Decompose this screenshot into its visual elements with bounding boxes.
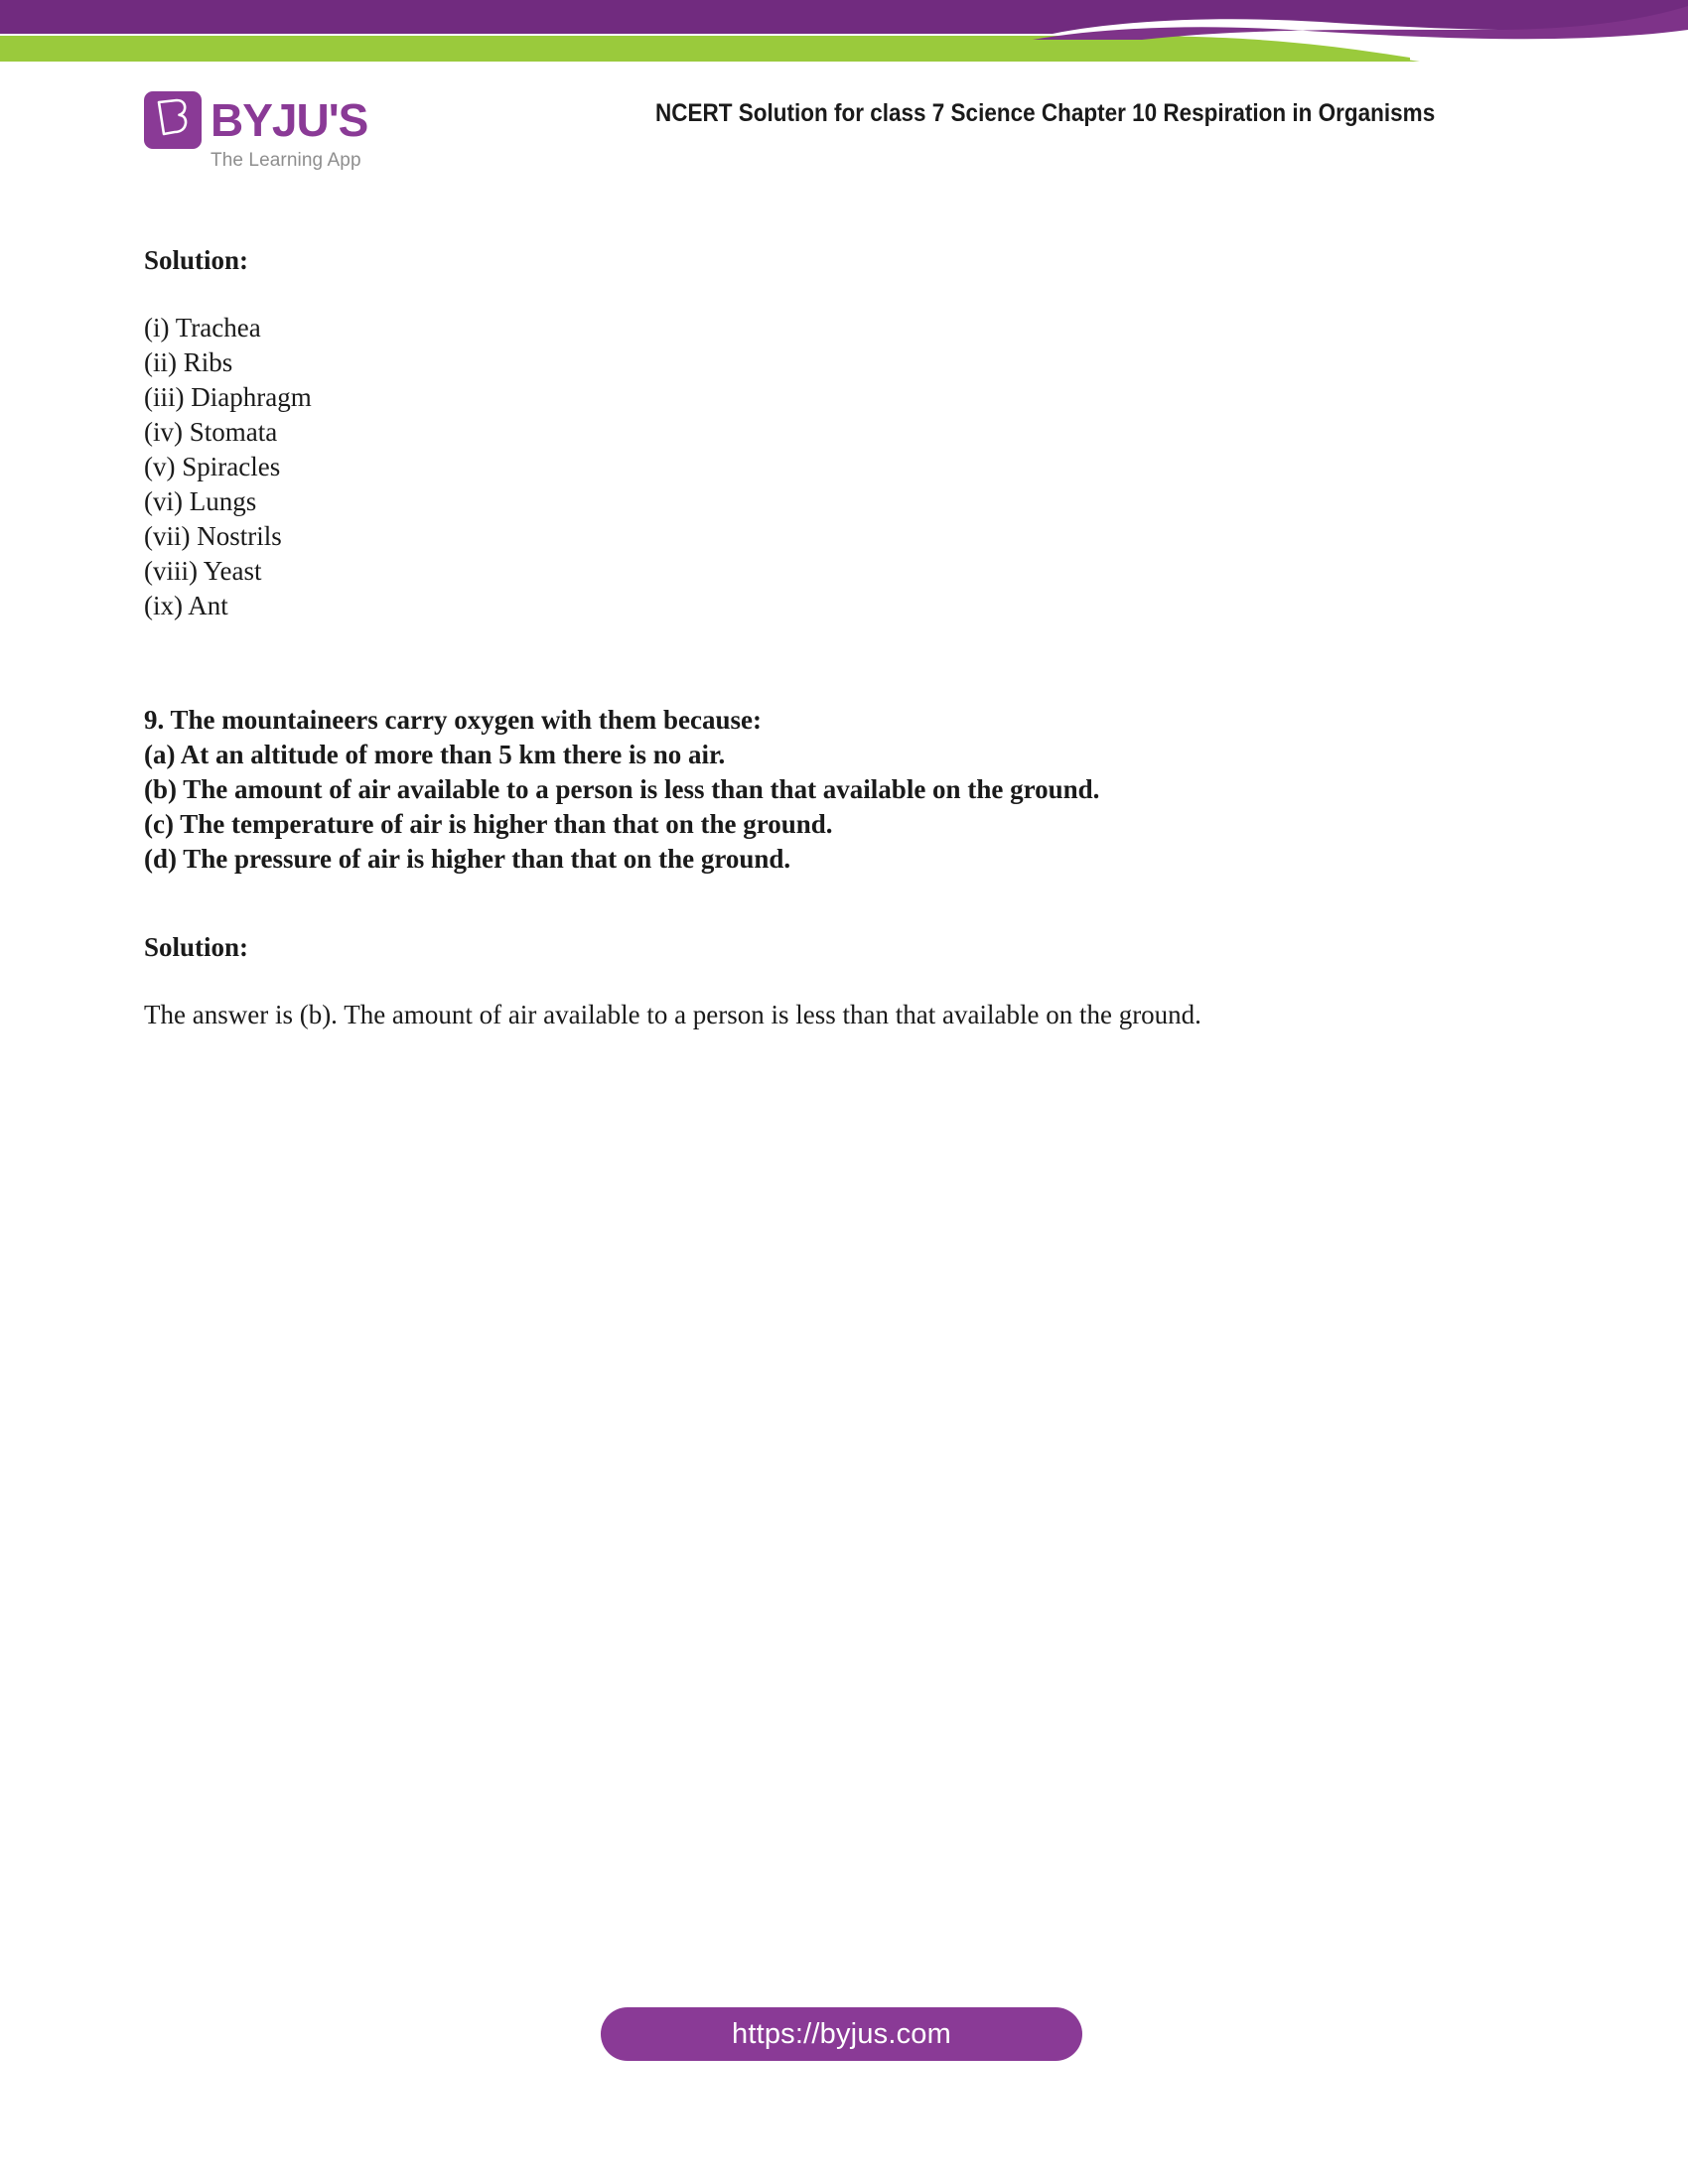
logo-tagline: The Learning App xyxy=(211,150,361,171)
question-option-a: (a) At an altitude of more than 5 km there is no air. xyxy=(144,740,726,769)
question-option-b: (b) The amount of air available to a person is less than that available on the ground. xyxy=(144,774,1100,804)
document-body xyxy=(144,243,1554,1032)
spacer xyxy=(144,623,1554,703)
logo-wordmark: BYJU'S xyxy=(211,94,368,146)
list-item: (ix) Ant xyxy=(144,591,228,620)
footer-url-button[interactable] xyxy=(601,2007,1082,2061)
header-green-band-fill xyxy=(0,36,1420,62)
header-decoration xyxy=(0,0,1688,79)
spacer xyxy=(144,277,1554,311)
footer-url-label: https://byjus.com xyxy=(732,2017,951,2050)
spacer xyxy=(144,964,1554,998)
header-purple-band xyxy=(0,0,1688,34)
solution-heading-1: Solution: xyxy=(144,245,249,275)
solution-heading-2: Solution: xyxy=(144,932,249,962)
question-option-d: (d) The pressure of air is higher than that on the ground. xyxy=(144,844,791,874)
logo-row xyxy=(144,91,432,149)
list-item: (v) Spiracles xyxy=(144,452,281,481)
list-item: (vi) Lungs xyxy=(144,486,257,516)
byjus-b-logo-icon xyxy=(144,91,202,149)
list-item: (i) Trachea xyxy=(144,313,261,342)
list-item: (vii) Nostrils xyxy=(144,521,282,551)
answer-paragraph: The answer is (b). The amount of air available to a person is less than that available on the ground. xyxy=(144,1000,1201,1029)
answer-list xyxy=(144,311,1554,623)
list-item: (iv) Stomata xyxy=(144,417,278,447)
list-item: (iii) Diaphragm xyxy=(144,382,312,412)
byjus-logo xyxy=(144,91,432,172)
question-option-c: (c) The temperature of air is higher than that on the ground. xyxy=(144,809,833,839)
list-item: (ii) Ribs xyxy=(144,347,233,377)
spacer xyxy=(144,877,1554,930)
page-title: NCERT Solution for class 7 Science Chapter 10 Respiration in Organisms xyxy=(655,99,1436,127)
question-stem: 9. The mountaineers carry oxygen with them because: xyxy=(144,705,762,735)
list-item: (viii) Yeast xyxy=(144,556,262,586)
question-9 xyxy=(144,703,1554,877)
